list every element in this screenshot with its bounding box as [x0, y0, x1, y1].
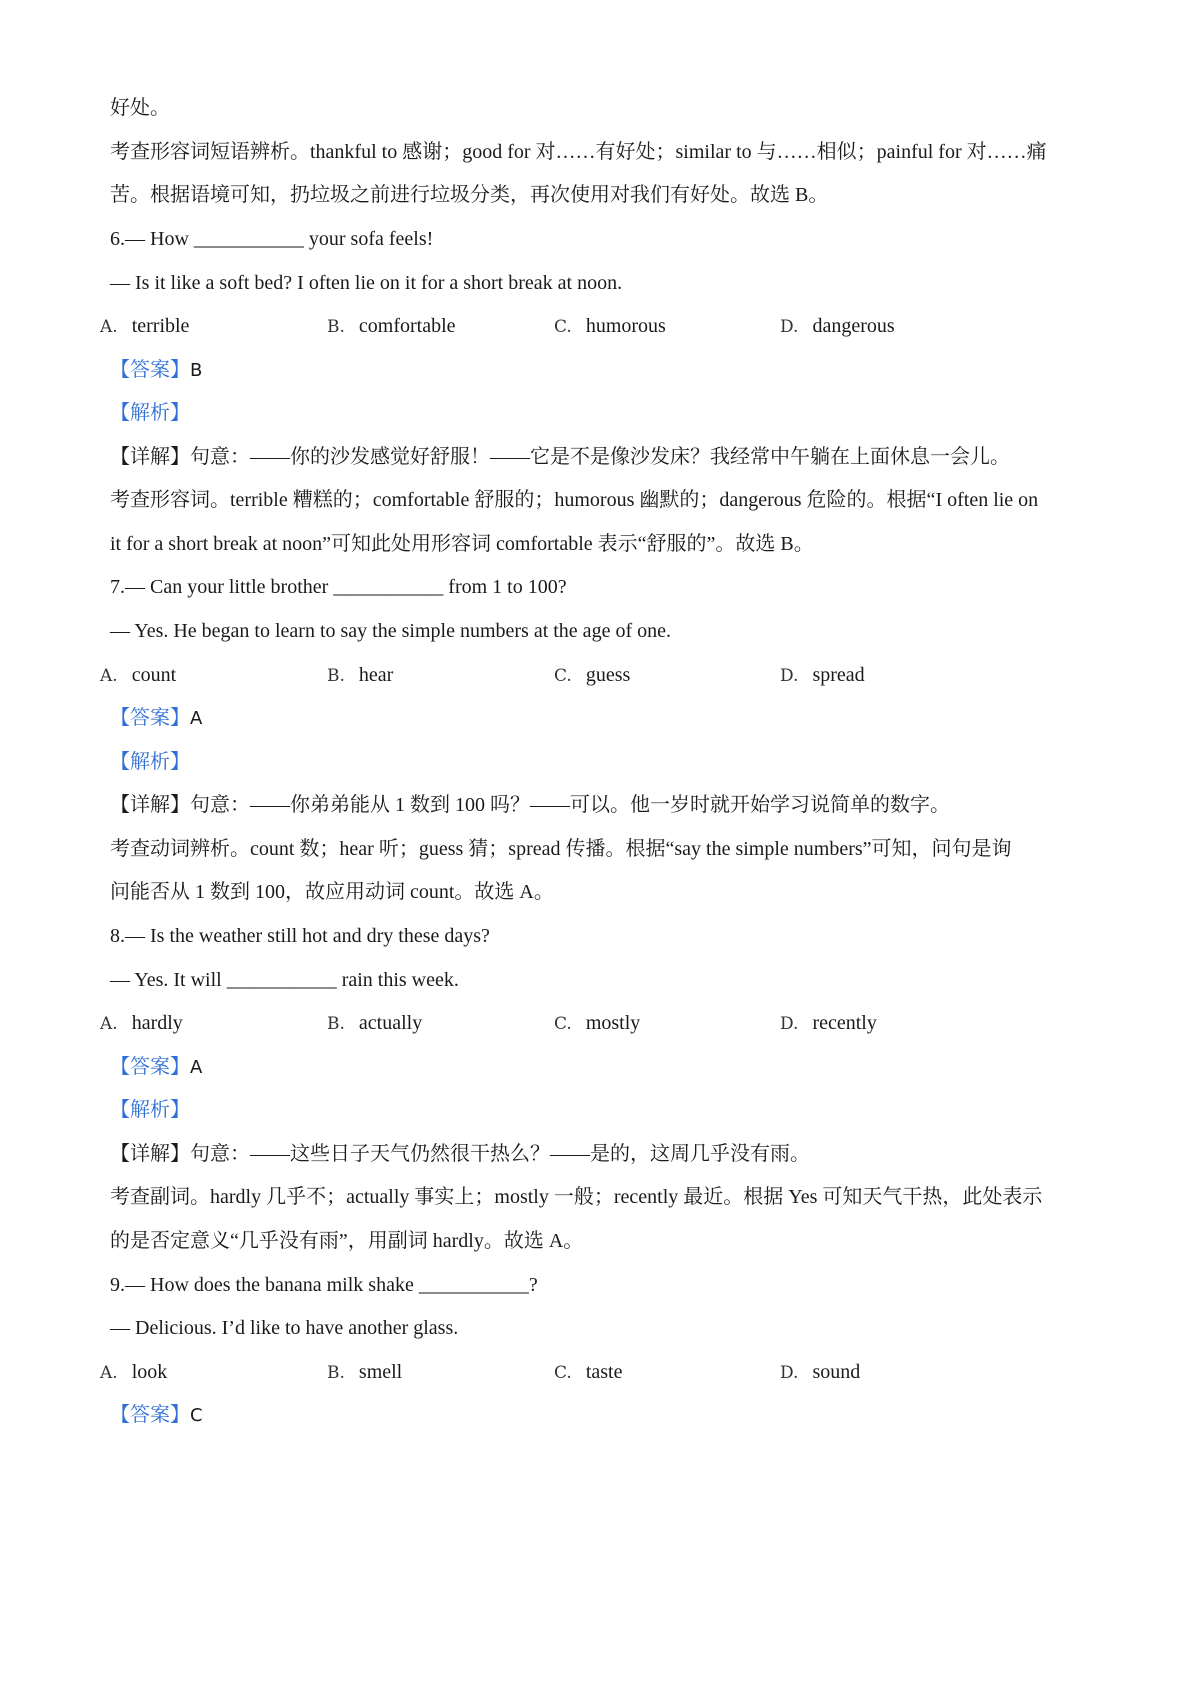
prev-analysis-line1: 考查形容词短语辨析。thankful to 感谢；good for 对……有好处；similar to 与……相似；painful for 对……痛 — [110, 141, 1047, 163]
option-text: smell — [358, 1361, 403, 1383]
detail-text: 句意：——你弟弟能从 1 数到 100 吗？——可以。他一岁时就开始学习说简单的数字。 — [190, 794, 950, 816]
q6-answer — [110, 355, 1110, 386]
q7-detail — [110, 790, 1110, 820]
option-text: terrible — [131, 315, 190, 337]
option-key: A. — [100, 1363, 118, 1383]
option-text: look — [131, 1361, 168, 1383]
q8-analysis-line1: 考查副词。hardly 几乎不；actually 事实上；mostly 一般；recently 最近。根据 Yes 可知天气干热，此处表示 — [110, 1186, 1043, 1208]
option-key: A. — [100, 317, 118, 337]
detail-label: 【详解】 — [110, 1143, 190, 1165]
q7-jiexi-label: 【解析】 — [110, 751, 190, 773]
answer-value: A — [190, 1057, 203, 1078]
q8-option-c — [554, 1008, 640, 1039]
option-key: D. — [780, 317, 799, 337]
q7-option-b — [327, 660, 393, 691]
q8-stem: 8.— Is the weather still hot and dry these days? — [110, 925, 490, 947]
option-key: D. — [780, 1014, 799, 1034]
q6-option-b — [327, 311, 456, 342]
option-key: B. — [327, 1363, 345, 1383]
answer-label: 【答案】 — [110, 707, 190, 729]
option-key: B. — [327, 317, 345, 337]
q9-option-d — [780, 1357, 860, 1388]
option-key: A. — [100, 1014, 118, 1034]
q9-stem: 9.— How does the banana milk shake ___________? — [110, 1274, 538, 1296]
q7-option-c — [554, 660, 630, 691]
q8-jiexi-label: 【解析】 — [110, 1099, 190, 1121]
q7-option-d — [780, 660, 865, 691]
option-text: recently — [812, 1012, 877, 1034]
q9-answer — [110, 1400, 1110, 1431]
answer-label: 【答案】 — [110, 1056, 190, 1078]
q7-stem: 7.— Can your little brother ___________ from 1 to 100? — [110, 576, 567, 598]
option-text: spread — [812, 664, 865, 686]
option-text: comfortable — [358, 315, 456, 337]
q9-option-b — [327, 1357, 402, 1388]
q9-reply: — Delicious. I’d like to have another glass. — [110, 1317, 459, 1339]
option-text: sound — [812, 1361, 861, 1383]
q6-jiexi-label: 【解析】 — [110, 402, 190, 424]
option-text: humorous — [585, 315, 666, 337]
option-key: C. — [554, 317, 572, 337]
option-key: B. — [327, 1014, 345, 1034]
q8-option-d — [780, 1008, 877, 1039]
q6-option-a — [100, 311, 189, 342]
prev-analysis-line2: 苦。根据语境可知，扔垃圾之前进行垃圾分类，再次使用对我们有好处。故选 B。 — [110, 184, 829, 206]
detail-label: 【详解】 — [110, 446, 190, 468]
option-key: C. — [554, 666, 572, 686]
answer-value: A — [190, 708, 203, 729]
q8-answer — [110, 1052, 1110, 1083]
q8-reply: — Yes. It will ___________ rain this week. — [110, 969, 459, 991]
option-text: mostly — [585, 1012, 641, 1034]
q6-option-c — [554, 311, 666, 342]
q6-option-d — [780, 311, 895, 342]
q8-detail — [110, 1139, 1110, 1169]
q9-option-c — [554, 1357, 622, 1388]
option-text: actually — [358, 1012, 423, 1034]
prev-continuation: 好处。 — [110, 97, 170, 119]
q7-analysis-line1: 考查动词辨析。count 数；hear 听；guess 猜；spread 传播。根据“say the simple numbers”可知，问句是询 — [110, 838, 1012, 860]
option-text: guess — [585, 664, 631, 686]
q6-stem: 6.— How ___________ your sofa feels! — [110, 228, 434, 250]
detail-label: 【详解】 — [110, 794, 190, 816]
q6-reply: — Is it like a soft bed? I often lie on it for a short break at noon. — [110, 272, 623, 294]
q6-analysis-line2: it for a short break at noon”可知此处用形容词 comfortable 表示“舒服的”。故选 B。 — [110, 533, 814, 555]
q8-option-b — [327, 1008, 422, 1039]
q6-analysis-line1: 考查形容词。terrible 糟糕的；comfortable 舒服的；humorous 幽默的；dangerous 危险的。根据“I often lie on — [110, 489, 1039, 511]
option-text: count — [131, 664, 177, 686]
option-text: taste — [585, 1361, 623, 1383]
option-text: hardly — [131, 1012, 183, 1034]
answer-value: C — [190, 1405, 203, 1426]
answer-label: 【答案】 — [110, 1404, 190, 1426]
option-key: C. — [554, 1014, 572, 1034]
detail-text: 句意：——这些日子天气仍然很干热么？——是的，这周几乎没有雨。 — [190, 1143, 810, 1165]
option-text: dangerous — [812, 315, 895, 337]
option-key: B. — [327, 666, 345, 686]
option-key: D. — [780, 1363, 799, 1383]
answer-value: B — [190, 360, 203, 381]
answer-label: 【答案】 — [110, 359, 190, 381]
q7-reply: — Yes. He began to learn to say the simple numbers at the age of one. — [110, 620, 671, 642]
option-key: A. — [100, 666, 118, 686]
option-text: hear — [358, 664, 394, 686]
q8-option-a — [100, 1008, 183, 1039]
option-key: D. — [780, 666, 799, 686]
q9-option-a — [100, 1357, 167, 1388]
q6-detail — [110, 442, 1110, 472]
q7-answer — [110, 703, 1110, 734]
q8-analysis-line2: 的是否定意义“几乎没有雨”，用副词 hardly。故选 A。 — [110, 1230, 584, 1252]
detail-text: 句意：——你的沙发感觉好舒服！——它是不是像沙发床？我经常中午躺在上面休息一会儿。 — [190, 446, 1010, 468]
option-key: C. — [554, 1363, 572, 1383]
q7-analysis-line2: 问能否从 1 数到 100，故应用动词 count。故选 A。 — [110, 881, 554, 903]
q7-option-a — [100, 660, 176, 691]
